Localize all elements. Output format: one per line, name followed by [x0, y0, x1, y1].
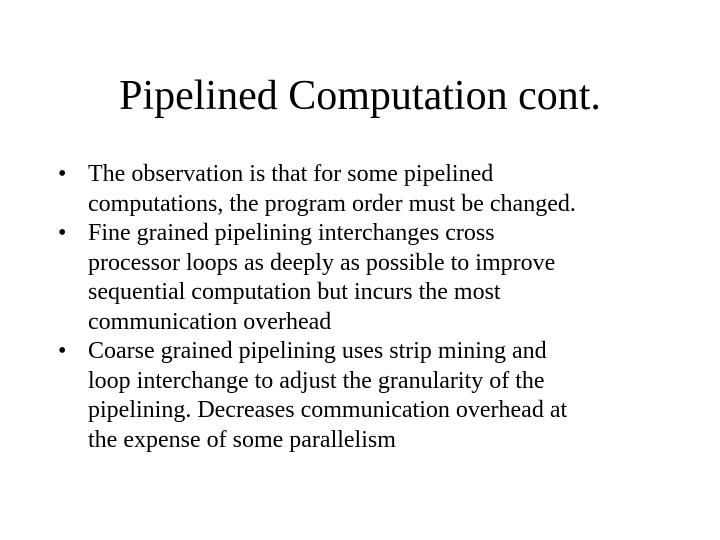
bullet-line: processor loops as deeply as possible to improve [88, 249, 556, 276]
bullet-dot-icon: • [58, 338, 67, 364]
bullet-line: loop interchange to adjust the granularity of the [88, 367, 545, 394]
bullet-item-3 [58, 337, 708, 455]
bullet-line: sequential computation but incurs the most [88, 279, 501, 305]
bullet-line: communication overhead [88, 308, 332, 335]
bullet-line: the expense of some parallelism [88, 426, 396, 453]
bullet-line: pipelining. Decreases communication overhead at [88, 397, 568, 423]
bullet-line: Fine grained pipelining interchanges cross [88, 220, 495, 246]
bullet-dot-icon: • [58, 220, 67, 246]
bullet-dot-icon: • [58, 161, 67, 187]
bullet-line: Coarse grained pipelining uses strip mining and [88, 338, 547, 364]
bullet-item-1 [58, 160, 708, 219]
bullet-list [58, 160, 708, 455]
bullet-line: The observation is that for some pipelined [88, 161, 494, 187]
slide-title: Pipelined Computation cont. [119, 73, 601, 119]
bullet-line: computations, the program order must be changed. [88, 190, 576, 217]
bullet-item-2 [58, 219, 708, 337]
